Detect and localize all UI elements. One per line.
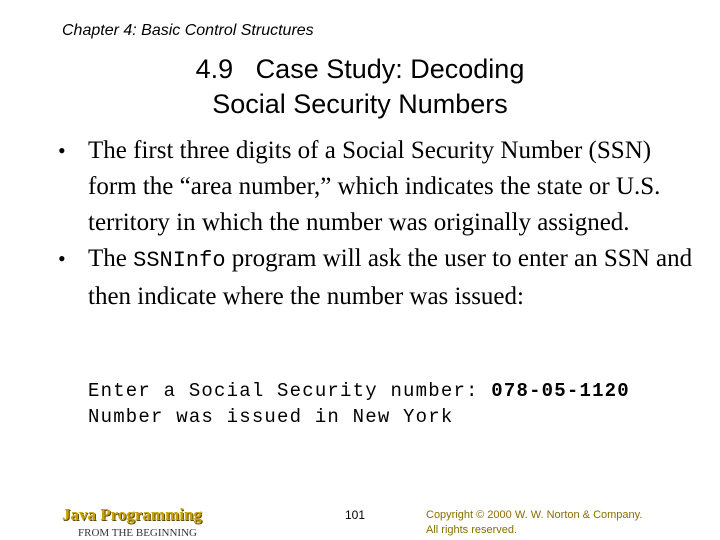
book-logo xyxy=(62,505,202,539)
console-user-input: 078-05-1120 xyxy=(491,380,630,402)
slide-title-line-1: 4.9 Case Study: Decoding xyxy=(195,54,525,84)
bullet-text: The first three digits of a Social Security Number (SSN) form the “area number,” which indicates the state or U.S. territory in which the number was originally assigned. xyxy=(88,137,661,236)
book-subtitle: FROM THE BEGINNING xyxy=(78,527,197,539)
bullet-text-after: program will ask the user to enter an SSN and then indicate where the number was issued: xyxy=(88,245,693,310)
copyright-notice xyxy=(426,508,642,538)
program-name-code: SSNInfo xyxy=(133,248,226,273)
bullet-marker: • xyxy=(58,138,66,163)
copyright-line-1: Copyright © 2000 W. W. Norton & Company. xyxy=(426,509,643,521)
bullet-item-ssninfo xyxy=(58,241,698,315)
console-result: Number was issued in New York xyxy=(88,406,454,428)
book-title: Java Programming xyxy=(62,505,202,524)
bullet-text-before: The xyxy=(88,245,134,272)
chapter-header: Chapter 4: Basic Control Structures xyxy=(62,22,314,39)
slide-title-line-2: Social Security Numbers xyxy=(212,89,508,119)
bullet-item-area-number xyxy=(58,133,698,241)
slide-title xyxy=(0,52,720,122)
bullet-marker: • xyxy=(58,246,66,271)
bullet-list xyxy=(58,133,698,315)
console-prompt: Enter a Social Security number: xyxy=(88,380,492,402)
copyright-line-2: All rights reserved. xyxy=(426,524,518,536)
page-number: 101 xyxy=(345,508,366,522)
console-output xyxy=(88,378,630,430)
console-line-prompt xyxy=(88,378,630,404)
